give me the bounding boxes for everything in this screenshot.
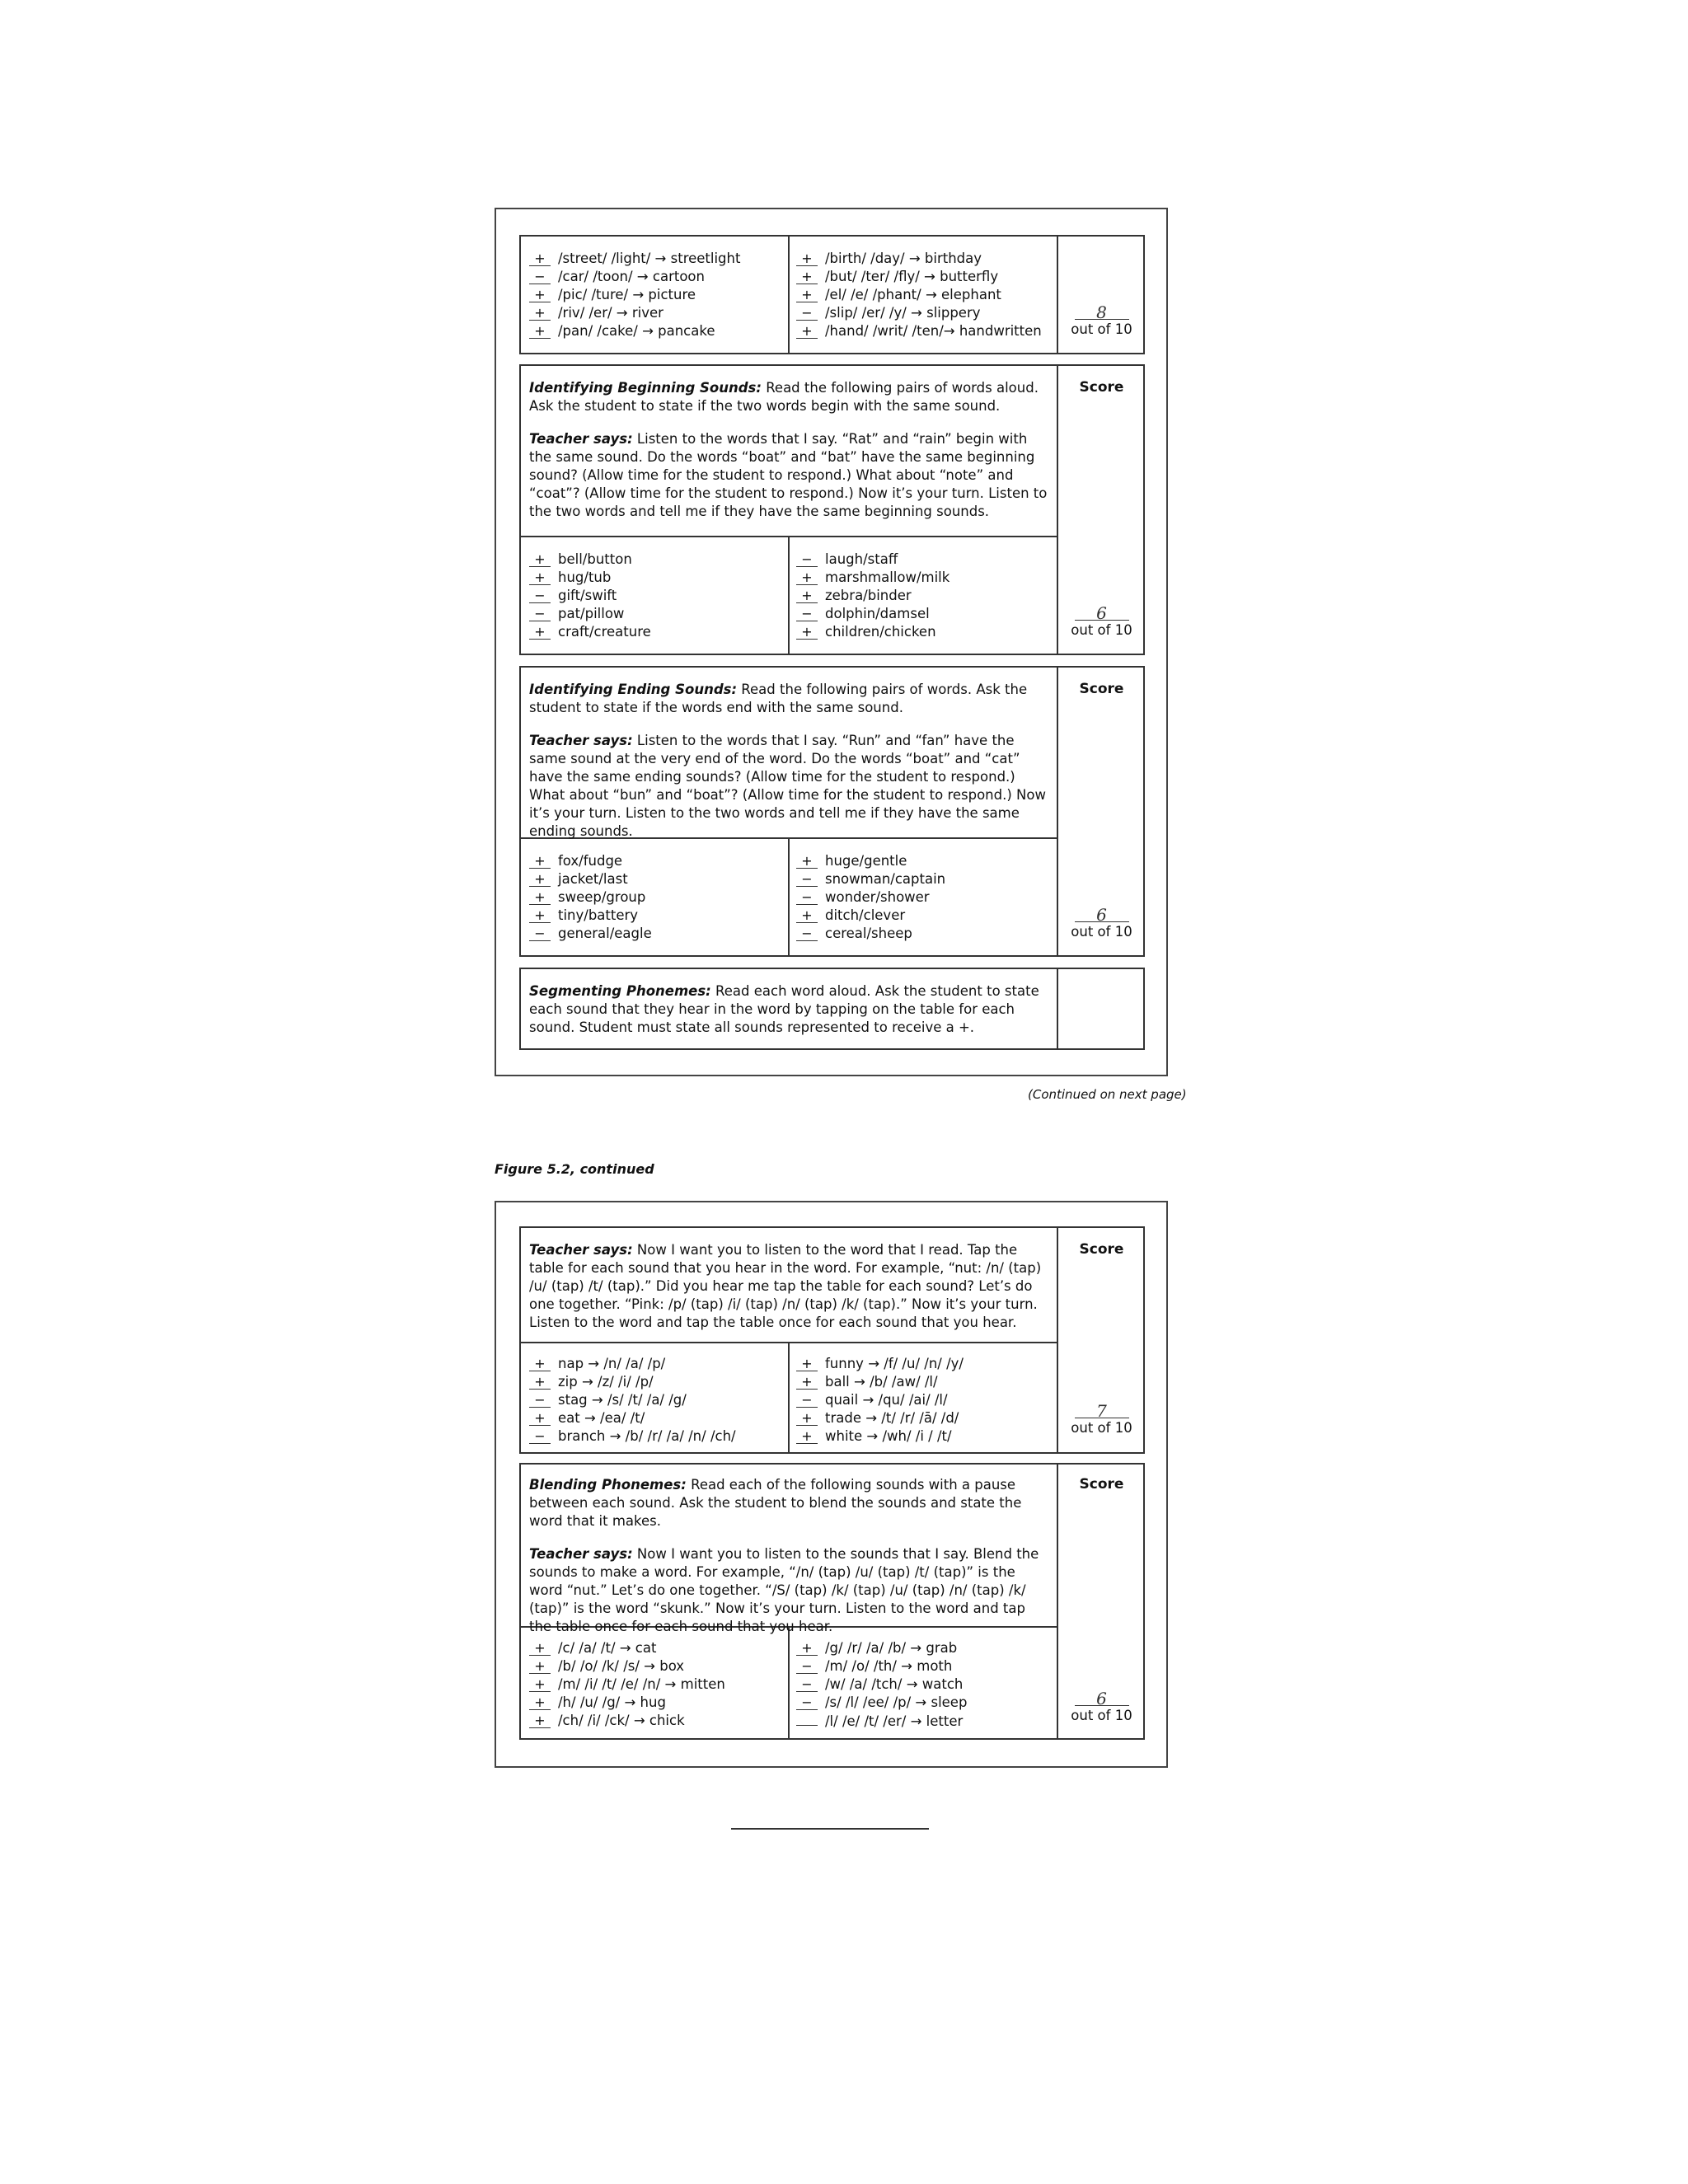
list-item [796, 1391, 964, 1409]
item-text: hug/tub [558, 569, 612, 585]
item-text: zip → /z/ /i/ /p/ [558, 1374, 654, 1390]
item-text: tiny/battery [558, 907, 639, 923]
list-item [529, 551, 651, 569]
list-item [796, 1409, 964, 1427]
response-mark: + [796, 626, 818, 640]
list-item [529, 250, 740, 268]
item-text: /car/ /toon/ → cartoon [558, 269, 705, 284]
right-item-list [796, 852, 945, 943]
list-item [529, 1639, 725, 1657]
response-mark: − [529, 589, 551, 603]
item-text: eat → /ea/ /t/ [558, 1410, 645, 1426]
response-mark: − [529, 1430, 551, 1444]
response-mark: − [796, 1696, 818, 1710]
score-box [1057, 302, 1146, 337]
item-text: general/eagle [558, 926, 652, 941]
score-value: 6 [1075, 1689, 1129, 1706]
response-mark: + [529, 873, 551, 887]
list-item [796, 569, 950, 587]
response-mark: + [529, 909, 551, 923]
list-item [529, 623, 651, 641]
response-mark: + [529, 252, 551, 266]
item-text: /but/ /ter/ /fly/ → butterfly [825, 269, 999, 284]
response-mark: + [529, 1714, 551, 1728]
response-mark: + [796, 288, 818, 302]
list-item [529, 322, 740, 340]
response-mark: + [529, 325, 551, 339]
list-item [529, 1391, 736, 1409]
response-mark: + [796, 1376, 818, 1390]
item-text: /b/ /o/ /k/ /s/ → box [558, 1658, 685, 1674]
response-mark: + [529, 1376, 551, 1390]
list-item [529, 1373, 736, 1391]
item-text: /w/ /a/ /tch/ → watch [825, 1676, 964, 1692]
list-item [796, 286, 1042, 304]
item-text: zebra/binder [825, 588, 912, 603]
response-mark: − [529, 1394, 551, 1408]
list-item [529, 1694, 725, 1712]
response-mark: + [529, 288, 551, 302]
teacher-text: Listen to the words that I say. “Rat” and “rain” begin with the same sound. Do the words “boat” and “bat” have the same beginning sound? (Allow time for the student to respond.) What about “note” and “coat”? (Allow time for the student to respond.) Now it’s your turn. Listen to the two words and tell me if they have the same beginning sounds. [529, 431, 1048, 519]
item-text: /c/ /a/ /t/ → cat [558, 1640, 657, 1656]
teacher-says-label: Teacher says: [529, 733, 633, 748]
left-item-list [529, 551, 651, 641]
list-item [796, 322, 1042, 340]
teacher-says-label: Teacher says: [529, 1546, 633, 1562]
item-text: branch → /b/ /r/ /a/ /n/ /ch/ [558, 1428, 736, 1444]
item-text: /birth/ /day/ → birthday [825, 251, 982, 266]
teacher-text: Listen to the words that I say. “Run” and “fan” have the same sound at the very end of the word. Do the words “boat” and “cat” have the same ending sounds? (Allow time for the student to respond.) What about “bun” and “boat”? (Allow time for the student to respond.) Now it’s your turn. Listen to the two words and tell me if they have the same ending sounds. [529, 733, 1046, 839]
list-item [529, 1355, 736, 1373]
list-item [529, 569, 651, 587]
response-mark: + [529, 891, 551, 905]
left-item-list [529, 852, 652, 943]
response-mark: + [796, 855, 818, 869]
list-item [796, 623, 950, 641]
item-text: /el/ /e/ /phant/ → elephant [825, 287, 1001, 302]
response-mark: − [796, 607, 818, 621]
item-text: /pic/ /ture/ → picture [558, 287, 696, 302]
list-item [529, 1657, 725, 1675]
item-text: children/chicken [825, 624, 936, 640]
instructions [529, 1476, 1050, 1651]
response-mark: + [796, 571, 818, 585]
response-mark: + [529, 1357, 551, 1371]
response-mark: + [796, 1642, 818, 1656]
teacher-says-label: Teacher says: [529, 1242, 633, 1258]
continued-note: (Continued on next page) [1028, 1087, 1187, 1102]
item-text: /g/ /r/ /a/ /b/ → grab [825, 1640, 958, 1656]
syllable-blending-section [519, 235, 1145, 354]
item-text: marshmallow/milk [825, 569, 950, 585]
item-text: huge/gentle [825, 853, 907, 869]
item-text: cereal/sheep [825, 926, 912, 941]
instruction-text: Read the following pairs of words aloud. Ask the student to state if the two words begin with the same sound. [529, 380, 1039, 414]
teacher-text: Now I want you to listen to the sounds that I say. Blend the sounds to make a word. For example, “/n/ (tap) /u/ (tap) /t/ (tap)” is the word “nut.” Let’s do one together. “/S/ (tap) /k/ (tap) /u/ (tap) /n/ (tap) /k/ (tap)” is the word “skunk.” Now it’s your turn. Listen to the word and tap the table once for each sound that you hear. [529, 1546, 1039, 1634]
item-text: /m/ /o/ /th/ → moth [825, 1658, 953, 1674]
left-item-list [529, 1355, 736, 1446]
response-mark: + [529, 1642, 551, 1656]
score-value: 6 [1075, 603, 1129, 621]
response-mark [796, 1712, 818, 1726]
score-box [1057, 1401, 1146, 1436]
list-item [796, 925, 945, 943]
response-mark: + [796, 252, 818, 266]
list-item [529, 587, 651, 605]
item-text: /hand/ /writ/ /ten/→ handwritten [825, 323, 1042, 339]
list-item [529, 268, 740, 286]
right-item-list [796, 1355, 964, 1446]
section-title: Identifying Ending Sounds: [529, 682, 738, 697]
item-text: /ch/ /i/ /ck/ → chick [558, 1713, 685, 1728]
response-mark: + [796, 1357, 818, 1371]
response-mark: − [529, 927, 551, 941]
teacher-text: Now I want you to listen to the word that I read. Tap the table for each sound that you hear in the word. For example, “nut: /n/ (tap) /u/ (tap) /t/ (tap).” Did you hear me tap the table for each sound? Let’s do one together. “Pink: /p/ (tap) /i/ (tap) /n/ (tap) /k/ (tap).” Now it’s your turn. Listen to the word and tap the table once for each sound that you hear. [529, 1242, 1042, 1330]
score-header: Score [1079, 1476, 1124, 1493]
item-text: fox/fudge [558, 853, 623, 869]
response-mark: + [796, 589, 818, 603]
item-text: /pan/ /cake/ → pancake [558, 323, 715, 339]
item-text: ditch/clever [825, 907, 906, 923]
item-text: /slip/ /er/ /y/ → slippery [825, 305, 981, 321]
list-item [796, 907, 945, 925]
list-item [796, 587, 950, 605]
list-item [529, 605, 651, 623]
score-suffix: out of 10 [1071, 321, 1132, 337]
teacher-says-label: Teacher says: [529, 431, 633, 447]
response-mark: + [796, 1412, 818, 1426]
section-title: Blending Phonemes: [529, 1477, 687, 1493]
response-mark: + [529, 571, 551, 585]
item-text: /m/ /i/ /t/ /e/ /n/ → mitten [558, 1676, 725, 1692]
score-suffix: out of 10 [1071, 622, 1132, 638]
ending-sounds-section [519, 666, 1145, 957]
instructions [529, 982, 1050, 1052]
list-item [796, 870, 945, 888]
response-mark: − [796, 891, 818, 905]
score-suffix: out of 10 [1071, 1708, 1132, 1723]
response-mark: + [796, 909, 818, 923]
item-text: /riv/ /er/ → river [558, 305, 663, 321]
list-item [529, 1675, 725, 1694]
left-item-list [529, 250, 740, 340]
item-text: bell/button [558, 551, 632, 567]
item-text: craft/creature [558, 624, 651, 640]
blending-phonemes-section [519, 1463, 1145, 1740]
response-mark: + [529, 855, 551, 869]
list-item [796, 268, 1042, 286]
response-mark: + [529, 1696, 551, 1710]
list-item [529, 888, 652, 907]
response-mark: + [529, 1678, 551, 1692]
footer-rule [731, 1828, 929, 1830]
response-mark: + [796, 1430, 818, 1444]
list-item [796, 1427, 964, 1446]
item-text: gift/swift [558, 588, 617, 603]
list-item [796, 1657, 967, 1675]
item-text: trade → /t/ /r/ /ā/ /d/ [825, 1410, 959, 1426]
instructions [529, 379, 1048, 536]
instruction-text: Read the following pairs of words. Ask the student to state if the words end with the same sound. [529, 682, 1028, 715]
list-item [529, 925, 652, 943]
response-mark: + [529, 626, 551, 640]
list-item [796, 1639, 967, 1657]
list-item [796, 1675, 967, 1694]
response-mark: − [529, 270, 551, 284]
segmenting-phonemes-section [519, 968, 1145, 1050]
item-text: wonder/shower [825, 889, 930, 905]
score-header: Score [1079, 1241, 1124, 1258]
item-text: /street/ /light/ → streetlight [558, 251, 741, 266]
response-mark: − [796, 873, 818, 887]
item-text: white → /wh/ /i / /t/ [825, 1428, 952, 1444]
section-title: Identifying Beginning Sounds: [529, 380, 762, 396]
instructions [529, 681, 1050, 855]
list-item [796, 888, 945, 907]
response-mark: − [796, 927, 818, 941]
figure-caption: Figure 5.2, continued [495, 1161, 654, 1177]
score-header: Score [1079, 379, 1124, 396]
segmenting-continued-section [519, 1226, 1145, 1454]
response-mark: + [529, 307, 551, 321]
item-text: laugh/staff [825, 551, 898, 567]
item-text: /h/ /u/ /g/ → hug [558, 1694, 666, 1710]
score-suffix: out of 10 [1071, 1420, 1132, 1436]
item-text: snowman/captain [825, 871, 946, 887]
response-mark: − [796, 553, 818, 567]
list-item [796, 1355, 964, 1373]
item-text: ball → /b/ /aw/ /l/ [825, 1374, 938, 1390]
score-value: 7 [1075, 1401, 1129, 1418]
response-mark: + [529, 1412, 551, 1426]
beginning-sounds-section [519, 364, 1145, 655]
list-item [529, 1427, 736, 1446]
list-item [529, 1409, 736, 1427]
score-box [1057, 603, 1146, 638]
list-item [529, 286, 740, 304]
response-mark: + [529, 1660, 551, 1674]
item-text: stag → /s/ /t/ /a/ /g/ [558, 1392, 687, 1408]
list-item [796, 304, 1042, 322]
item-text: dolphin/damsel [825, 606, 930, 621]
left-item-list [529, 1639, 725, 1730]
list-item [796, 1694, 967, 1712]
list-item [529, 870, 652, 888]
list-item [796, 1712, 967, 1730]
list-item [529, 1712, 725, 1730]
instruction-text: Read each of the following sounds with a pause between each sound. Ask the student to blend the sounds and state the word that it makes. [529, 1477, 1022, 1529]
right-item-list [796, 1639, 967, 1730]
list-item [796, 605, 950, 623]
response-mark: − [796, 1394, 818, 1408]
score-suffix: out of 10 [1071, 924, 1132, 940]
list-item [796, 1373, 964, 1391]
response-mark: − [796, 1678, 818, 1692]
list-item [796, 852, 945, 870]
item-text: funny → /f/ /u/ /n/ /y/ [825, 1356, 964, 1371]
score-value: 6 [1075, 905, 1129, 922]
score-value: 8 [1075, 302, 1129, 320]
list-item [529, 304, 740, 322]
response-mark: + [529, 553, 551, 567]
section-title: Segmenting Phonemes: [529, 983, 711, 999]
score-box [1057, 1689, 1146, 1723]
score-box [1057, 905, 1146, 940]
right-item-list [796, 551, 950, 641]
item-text: quail → /qu/ /ai/ /l/ [825, 1392, 948, 1408]
response-mark: − [529, 607, 551, 621]
item-text: pat/pillow [558, 606, 625, 621]
response-mark: − [796, 307, 818, 321]
response-mark: + [796, 270, 818, 284]
list-item [796, 551, 950, 569]
instruction-text: Read each word aloud. Ask the student to state each sound that they hear in the word by tapping on the table for each sound. Student must state all sounds represented to receive a +. [529, 983, 1039, 1035]
instructions [529, 1241, 1048, 1347]
item-text: /s/ /l/ /ee/ /p/ → sleep [825, 1694, 968, 1710]
item-text: nap → /n/ /a/ /p/ [558, 1356, 666, 1371]
score-header: Score [1079, 681, 1124, 697]
response-mark: + [796, 325, 818, 339]
item-text: jacket/last [558, 871, 628, 887]
list-item [796, 250, 1042, 268]
response-mark: − [796, 1660, 818, 1674]
list-item [529, 852, 652, 870]
right-item-list [796, 250, 1042, 340]
list-item [529, 907, 652, 925]
item-text: /l/ /e/ /t/ /er/ → letter [825, 1713, 964, 1729]
item-text: sweep/group [558, 889, 646, 905]
